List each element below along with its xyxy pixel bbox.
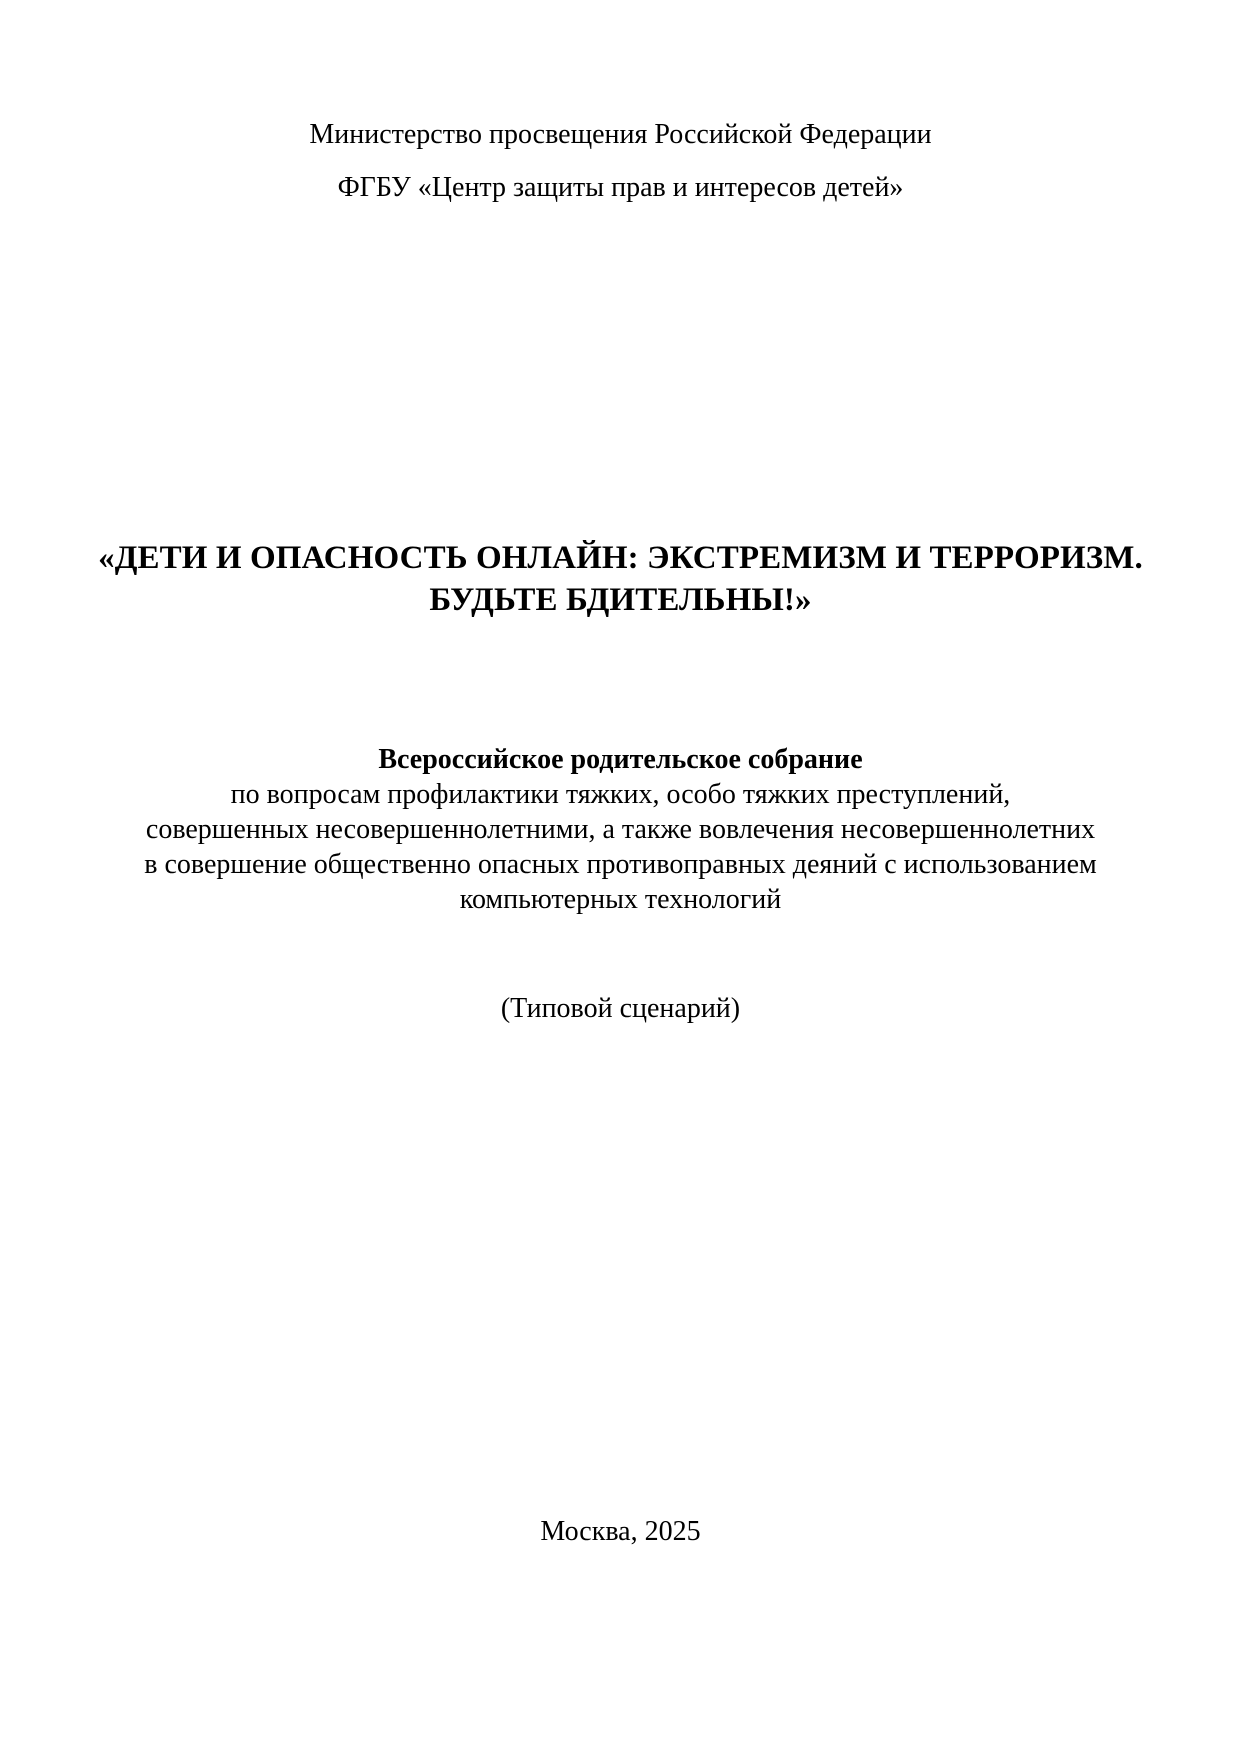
title-line-2: БУДЬТЕ БДИТЕЛЬНЫ!» xyxy=(429,582,812,618)
meeting-description-line: в совершение общественно опасных противоправных деяний с использованием xyxy=(144,849,1097,880)
title-line-1: «ДЕТИ И ОПАСНОСТЬ ОНЛАЙН: ЭКСТРЕМИЗМ И ТЕРРОРИЗМ. xyxy=(98,540,1143,576)
meeting-description-line: совершенных несовершеннолетними, а также вовлечения несовершеннолетних xyxy=(145,814,1096,845)
place-and-year: Москва, 2025 xyxy=(540,1516,701,1547)
scenario-note: (Типовой сценарий) xyxy=(500,993,741,1024)
meeting-description-line: компьютерных технологий xyxy=(459,884,782,915)
meeting-heading: Всероссийское родительское собрание xyxy=(378,744,863,775)
organization-name: ФГБУ «Центр защиты прав и интересов детей» xyxy=(337,172,904,203)
meeting-description-line: по вопросам профилактики тяжких, особо тяжких преступлений, xyxy=(230,779,1011,810)
ministry-name: Министерство просвещения Российской Федерации xyxy=(309,119,932,150)
